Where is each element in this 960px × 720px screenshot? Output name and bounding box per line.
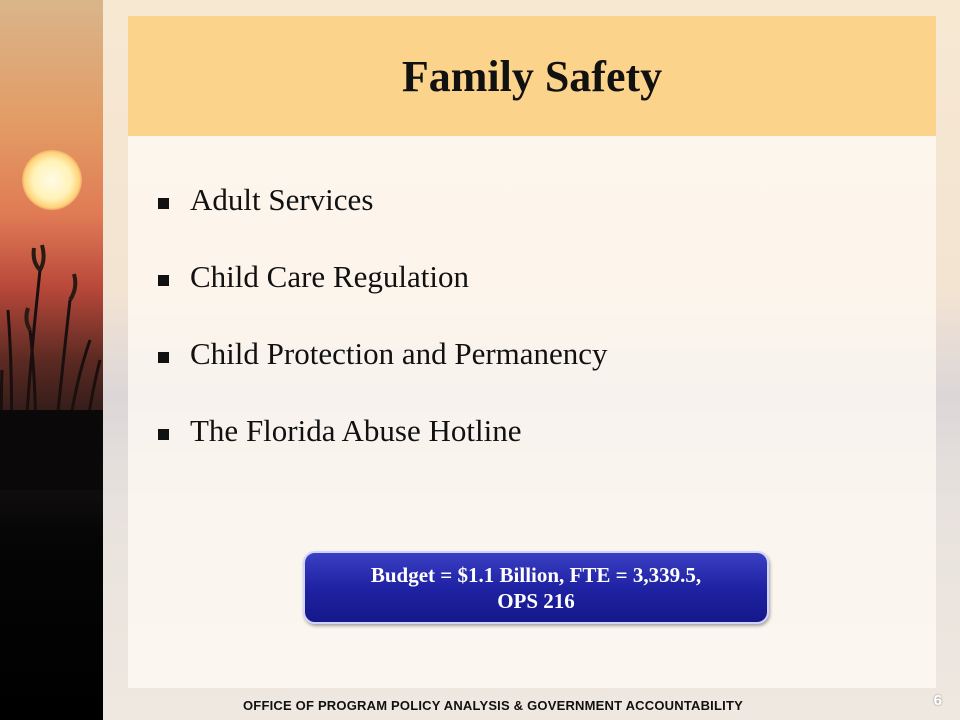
square-bullet-icon xyxy=(158,198,169,209)
bullet-list xyxy=(158,168,608,476)
square-bullet-icon xyxy=(158,275,169,286)
bullet-item xyxy=(158,322,608,399)
square-bullet-icon xyxy=(158,352,169,363)
title-band xyxy=(128,16,936,136)
budget-line-2: OPS 216 xyxy=(497,588,575,613)
square-bullet-icon xyxy=(158,429,169,440)
bullet-item xyxy=(158,399,608,476)
bullet-text: Adult Services xyxy=(190,181,374,217)
sea-oats-silhouette xyxy=(0,190,103,490)
budget-callout xyxy=(303,551,769,624)
footer-org-name: OFFICE OF PROGRAM POLICY ANALYSIS & GOVERNMENT ACCOUNTABILITY xyxy=(243,698,743,713)
page-number: 6 xyxy=(933,692,942,709)
bullet-item xyxy=(158,168,608,245)
budget-text xyxy=(316,562,756,614)
sunset-photo xyxy=(0,0,103,720)
budget-line-1: Budget = $1.1 Billion, FTE = 3,339.5, xyxy=(370,562,702,587)
bullet-text: Child Care Regulation xyxy=(190,258,469,294)
bullet-text: Child Protection and Permanency xyxy=(190,335,608,371)
bullet-text: The Florida Abuse Hotline xyxy=(190,412,522,448)
bullet-item xyxy=(158,245,608,322)
slide-title: Family Safety xyxy=(401,51,663,101)
footer xyxy=(103,692,960,720)
